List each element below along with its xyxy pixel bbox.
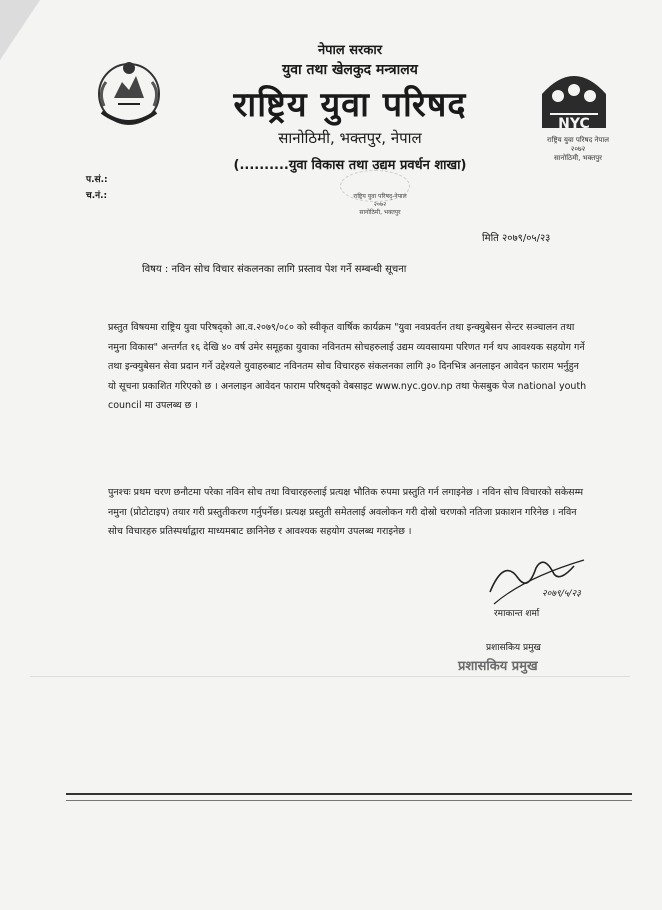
designation-stamp: प्रशासकिय प्रमुख xyxy=(458,659,538,674)
office-address: सानोठिमी, भक्तपुर, नेपाल xyxy=(278,129,422,147)
dispatch-number-label: च.नं.: xyxy=(86,191,108,201)
nyc-caption-line: २०७२ xyxy=(570,145,586,153)
branch-name: (..........युवा विकास तथा उद्यम प्रवर्धन शाखा) xyxy=(233,158,467,173)
signer-name: रमाकान्त शर्मा xyxy=(494,609,540,619)
signer-designation: प्रशासकिय प्रमुख xyxy=(486,643,541,653)
stamp-line: सानोठिमी, भक्तपुर xyxy=(359,209,401,216)
ministry-name: युवा तथा खेलकुद मन्त्रालय xyxy=(282,62,418,78)
council-name: राष्ट्रिय युवा परिषद xyxy=(233,85,467,125)
office-stamp-text xyxy=(300,193,460,217)
nyc-caption-line: राष्ट्रिय युवा परिषद नेपाल xyxy=(547,136,609,144)
nepal-emblem-icon xyxy=(88,52,170,134)
divider xyxy=(30,676,630,677)
folded-corner xyxy=(0,0,40,60)
letter-number-label: प.सं.: xyxy=(86,175,108,185)
stamp-line: राष्ट्रिय युवा परिषद्-नेपाल xyxy=(353,193,407,200)
signature-date: २०७९/५/२३ xyxy=(542,589,581,599)
nyc-logo-icon xyxy=(538,64,610,136)
nyc-logo-text: NYC xyxy=(558,116,590,132)
footer-rule xyxy=(66,793,632,795)
footer-rule-secondary xyxy=(66,800,632,801)
notice-subject: विषय : नविन सोच विचार संकलनका लागि प्रस्ताव पेश गर्ने सम्बन्धी सूचना xyxy=(142,264,407,275)
government-name: नेपाल सरकार xyxy=(317,43,383,58)
notice-paragraph-main: प्रस्तुत विषयमा राष्ट्रिय युवा परिषद्को आ.व.२०७९/०८० को स्वीकृत वार्षिक कार्यक्रम "युवा नवप्रवर्तन तथा इन्क्युबेसन सेन्टर सञ्चालन तथा नमुना विकास" अन्तर्गत १६ देखि ४० वर्ष उमेर समूहका युवाका नविनतम सोचहरुलाई उद्यम व्यवसायमा परिणत गर्न थप आवश्यक सहयोग गर्ने तथा इन्क्युबेसन सेवा प्रदान गर्ने उद्देश्यले युवाहरुबाट नविनतम सोच विचारहरु संकलनका लागि ३० दिनभित्र अनलाइन आवेदन फाराम भर्नुहुन यो सूचना प्रकाशित गरिएको छ । अनलाइन आवेदन फाराम परिषद्को वेबसाइट www.nyc.gov.np तथा फेसबुक पेज national youth council मा उपलब्ध छ । xyxy=(108,322,587,411)
notice-date: मिति २०७९/०५/२३ xyxy=(482,233,551,244)
notice-paragraph-postscript: पुनश्चः प्रथम चरण छनौटमा परेका नविन सोच तथा विचारहरुलाई प्रत्यक्ष भौतिक रुपमा प्रस्तुति गर्न लगाइनेछ । नविन सोच विचारको सकेसम्म नमुना (प्रोटोटाइप) तयार गरी प्रस्तुतीकरण गर्नुपर्नेछ। प्रत्यक्ष प्रस्तुती समेतलाई अवलोकन गरी दोस्रो चरणको नतिजा प्रकाशन गरिनेछ । नविन सोच विचारहरु प्रतिस्पर्धाद्वारा माध्यमबाट छानिनेछ र आवश्यक सहयोग उपलब्ध गराइनेछ । xyxy=(108,487,584,537)
nyc-caption-line: सानोठिमी, भक्तपुर xyxy=(553,154,603,162)
stamp-line: २०७२ xyxy=(373,201,387,208)
nyc-logo-caption xyxy=(530,136,626,163)
